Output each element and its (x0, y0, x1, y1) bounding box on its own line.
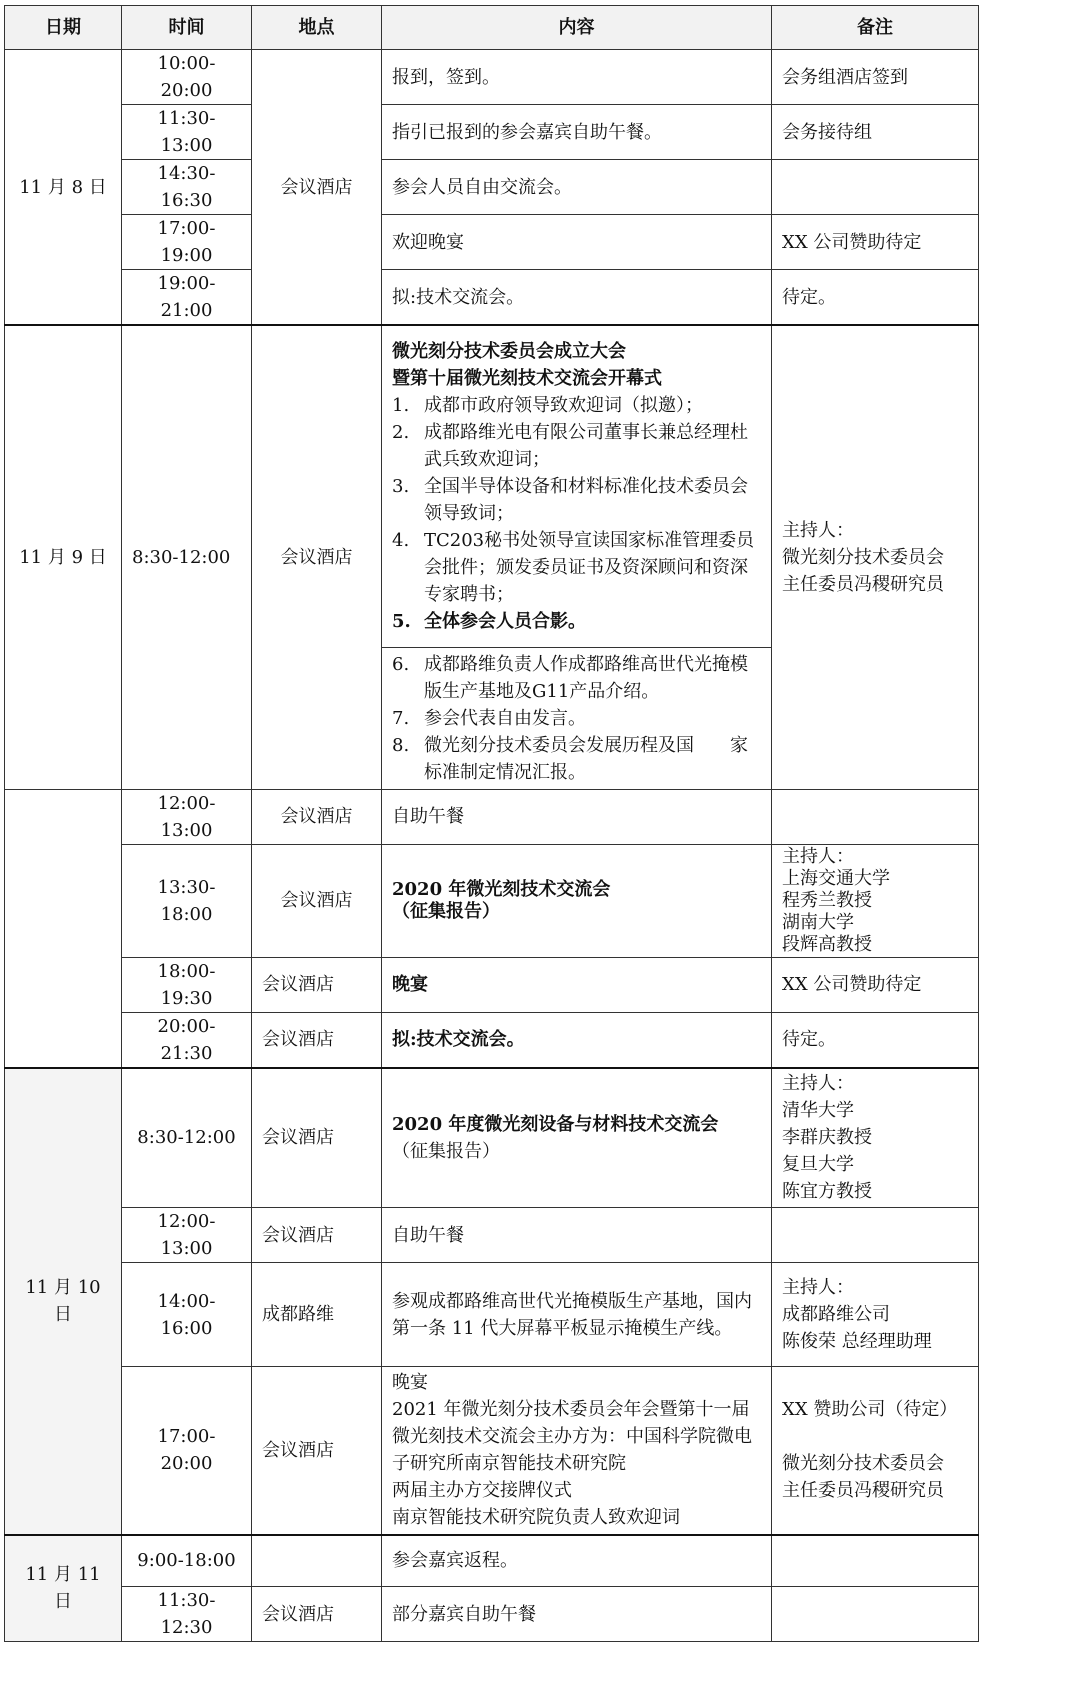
note-line: 复旦大学 (782, 1154, 854, 1176)
item-number: 1. (392, 394, 410, 416)
item-text: 全国半导体设备和材料标准化技术委员会领导致词； (424, 475, 748, 524)
content-line: 两届主办方交接牌仪式 (392, 1480, 572, 1502)
content-cell (382, 1068, 772, 1208)
note-line: 微光刻分技术委员会 (782, 1453, 944, 1475)
content-line: 2021 年微光刻分技术委员会年会暨第十一届微光刻技术交流会主办方为：中国科学院微电子研究所南京智能技术研究院 (392, 1399, 752, 1475)
item-number: 3. (392, 475, 410, 497)
header-content: 内容 (382, 6, 772, 50)
place-cell: 成都路维 (252, 1263, 382, 1367)
table-row (5, 1367, 979, 1535)
table-row (5, 105, 979, 160)
note-line: 主任委员冯稷研究员 (782, 1480, 944, 1502)
session-subtitle: （征集报告） (392, 1140, 500, 1162)
note-cell (772, 1263, 979, 1367)
note-line: 上海交通大学 (782, 867, 890, 889)
note-line: XX 赞助公司（待定） (782, 1399, 958, 1421)
date-cell: 11 月 8 日 (5, 50, 122, 326)
content-cell: 拟:技术交流会。 (382, 270, 772, 326)
note-cell: XX 公司赞助待定 (772, 957, 979, 1012)
note-line: 段辉高教授 (782, 933, 872, 955)
table-row (5, 1587, 979, 1642)
note-line: 微光刻分技术委员会 (782, 546, 944, 568)
table-row (5, 844, 979, 957)
place-cell: 会议酒店 (252, 789, 382, 844)
time-cell: 8:30-12:00 (122, 325, 252, 789)
content-cell: 拟:技术交流会。 (382, 1012, 772, 1068)
place-cell: 会议酒店 (252, 1068, 382, 1208)
note-line: 清华大学 (782, 1100, 854, 1122)
note-line: 主任委员冯稷研究员 (782, 573, 944, 595)
table-row (5, 160, 979, 215)
time-cell: 20:00-21:30 (122, 1012, 252, 1068)
list-item (392, 527, 761, 608)
schedule-sheet (4, 5, 979, 1642)
session-title: 2020 年度微光刻设备与材料技术交流会 (392, 1113, 719, 1135)
content-line: 南京智能技术研究院负责人致欢迎词 (392, 1507, 680, 1529)
content-cell: 晚宴 (382, 957, 772, 1012)
table-row (5, 1208, 979, 1263)
header-place: 地点 (252, 6, 382, 50)
note-spacer (782, 1423, 968, 1450)
list-item (392, 705, 761, 732)
content-cell (382, 844, 772, 957)
note-cell: 会务接待组 (772, 105, 979, 160)
item-text: 全体参会人员合影。 (424, 610, 586, 632)
place-cell: 会议酒店 (252, 1012, 382, 1068)
note-cell (772, 844, 979, 957)
date-cell: 11 月 10 日 (5, 1068, 122, 1535)
table-row (5, 1012, 979, 1068)
time-cell: 14:00-16:00 (122, 1263, 252, 1367)
note-cell: XX 公司赞助待定 (772, 215, 979, 270)
header-note: 备注 (772, 6, 979, 50)
table-row (5, 1535, 979, 1587)
list-item (392, 608, 761, 635)
note-cell (772, 325, 979, 789)
time-cell: 12:00-13:00 (122, 1208, 252, 1263)
item-number: 5. (392, 610, 411, 632)
note-cell: 待定。 (772, 1012, 979, 1068)
item-number: 6. (392, 653, 410, 675)
header-date: 日期 (5, 6, 122, 50)
schedule-table (4, 5, 979, 1642)
content-cell: 欢迎晚宴 (382, 215, 772, 270)
item-text: 参会代表自由发言。 (424, 707, 586, 729)
item-text: 成都路维光电有限公司董事长兼总经理杜武兵致欢迎词； (424, 421, 748, 470)
date-cell: 11 月 9 日 (5, 325, 122, 789)
place-cell: 会议酒店 (252, 1587, 382, 1642)
time-cell: 10:00-20:00 (122, 50, 252, 105)
time-cell: 11:30-13:00 (122, 105, 252, 160)
note-line: 主持人： (782, 845, 854, 867)
place-cell (252, 1535, 382, 1587)
time-cell: 9:00-18:00 (122, 1535, 252, 1587)
content-cell: 参观成都路维高世代光掩模版生产基地，国内第一条 11 代大屏幕平板显示掩模生产线。 (382, 1263, 772, 1367)
date-cell-empty (5, 789, 122, 1068)
note-line: 主持人： (782, 519, 854, 541)
time-cell: 11:30-12:30 (122, 1587, 252, 1642)
table-row (5, 957, 979, 1012)
time-cell: 12:00-13:00 (122, 789, 252, 844)
note-line: 主持人： (782, 1277, 854, 1298)
item-number: 4. (392, 529, 410, 551)
place-cell: 会议酒店 (252, 325, 382, 789)
item-text: TC203秘书处领导宣读国家标准管理委员会批件；颁发委员证书及资深顾问和资深专家聘书； (424, 529, 755, 605)
opening-agenda-cell (382, 325, 772, 647)
header-time: 时间 (122, 6, 252, 50)
note-line: 陈俊荣 总经理助理 (782, 1331, 932, 1352)
content-cell: 部分嘉宾自助午餐 (382, 1587, 772, 1642)
note-cell: 待定。 (772, 270, 979, 326)
agenda-subtitle: 暨第十届微光刻技术交流会开幕式 (392, 367, 662, 389)
note-cell (772, 160, 979, 215)
table-row (5, 50, 979, 105)
note-line: 湖南大学 (782, 911, 854, 933)
note-line: 陈宜方教授 (782, 1181, 872, 1203)
list-item (392, 392, 761, 419)
list-item (392, 651, 761, 705)
table-row (5, 789, 979, 844)
item-text: 成都路维负责人作成都路维高世代光掩模版生产基地及G11产品介绍。 (424, 653, 748, 702)
note-cell (772, 1535, 979, 1587)
note-cell (772, 1587, 979, 1642)
item-number: 2. (392, 421, 410, 443)
content-cell: 指引已报到的参会嘉宾自助午餐。 (382, 105, 772, 160)
time-cell: 17:00-20:00 (122, 1367, 252, 1535)
item-text: 微光刻分技术委员会发展历程及国 家标准制定情况汇报。 (424, 734, 748, 783)
table-row (5, 270, 979, 326)
content-cell (382, 1367, 772, 1535)
content-line: 晚宴 (392, 1372, 428, 1394)
time-cell: 19:00-21:00 (122, 270, 252, 326)
note-cell (772, 1367, 979, 1535)
list-item (392, 732, 761, 786)
date-cell: 11 月 11 日 (5, 1535, 122, 1642)
content-cell: 自助午餐 (382, 1208, 772, 1263)
content-cell: 自助午餐 (382, 789, 772, 844)
note-cell: 会务组酒店签到 (772, 50, 979, 105)
time-cell: 14:30-16:30 (122, 160, 252, 215)
place-cell: 会议酒店 (252, 1208, 382, 1263)
report-agenda-cell (382, 647, 772, 789)
place-cell: 会议酒店 (252, 957, 382, 1012)
time-cell: 8:30-12:00 (122, 1068, 252, 1208)
table-row (5, 1263, 979, 1367)
note-line: 主持人： (782, 1073, 854, 1095)
note-cell (772, 1208, 979, 1263)
place-cell: 会议酒店 (252, 50, 382, 326)
header-row (5, 6, 979, 50)
table-row (5, 325, 979, 647)
item-number: 8. (392, 734, 410, 756)
content-cell: 报到，签到。 (382, 50, 772, 105)
place-cell: 会议酒店 (252, 1367, 382, 1535)
agenda-title: 微光刻分技术委员会成立大会 (392, 340, 626, 362)
item-number: 7. (392, 707, 410, 729)
note-line: 程秀兰教授 (782, 889, 872, 911)
table-row (5, 215, 979, 270)
item-text: 成都市政府领导致欢迎词（拟邀）； (424, 394, 703, 416)
content-cell: 参会人员自由交流会。 (382, 160, 772, 215)
content-cell: 参会嘉宾返程。 (382, 1535, 772, 1587)
note-line: 李群庆教授 (782, 1127, 872, 1149)
time-cell: 18:00-19:30 (122, 957, 252, 1012)
place-cell: 会议酒店 (252, 844, 382, 957)
note-cell (772, 789, 979, 844)
table-row (5, 1068, 979, 1208)
session-title: 2020 年微光刻技术交流会 (392, 878, 611, 900)
time-cell: 17:00-19:00 (122, 215, 252, 270)
note-cell (772, 1068, 979, 1208)
time-cell: 13:30-18:00 (122, 844, 252, 957)
session-subtitle: （征集报告） (392, 900, 500, 922)
list-item (392, 419, 761, 473)
list-item (392, 473, 761, 527)
note-line: 成都路维公司 (782, 1304, 890, 1325)
